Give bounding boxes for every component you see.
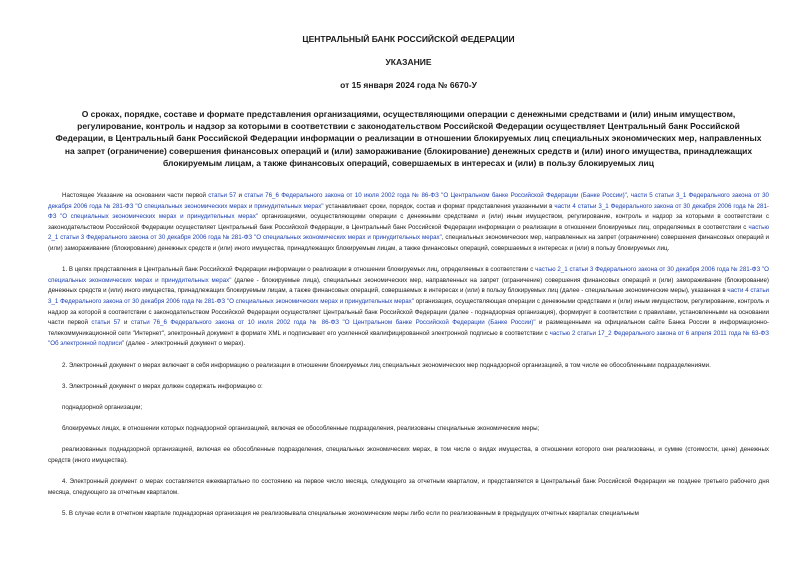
document-kind: УКАЗАНИЕ bbox=[385, 57, 432, 67]
paragraph-3: 3. Электронный документ о мерах должен содержать информацию о: bbox=[62, 382, 263, 390]
link-part-4-article-3-1[interactable]: части 4 статьи 3_1 Федерального закона от 30 декабря 2006 года № 281-ФЗ "О специальных экономических мерах и принудительных мерах" bbox=[48, 202, 769, 221]
link-part-4-article-3-1[interactable]: части 4 статьи 3_1 Федерального закона от 30 декабря 2006 года № 281-ФЗ "О специальных экономических мерах и принудительных мерах" bbox=[48, 287, 769, 305]
paragraph-5: 5. В случае если в отчетном квартале поднадзорная организация не реализовывала специальные экономические меры либо если по реализованным в предыдущих отчетных кварталах специальным bbox=[62, 509, 639, 517]
issuer-heading: ЦЕНТРАЛЬНЫЙ БАНК РОССИЙСКОЙ ФЕДЕРАЦИИ bbox=[302, 34, 515, 44]
paragraph-3-item-b: блокируемых лицах, в отношении которых поднадзорной организацией, включая ее обособленные подразделения, реализованы специальные экономические меры; bbox=[62, 425, 540, 433]
paragraph-3-item-c: реализованных поднадзорной организацией, включая ее обособленные подразделения, специальных экономических мерах, в том числе о видах имущества, в отношении которого они реализованы, и сумме (стоимости, цене) денежных средств (иного имущества). bbox=[48, 446, 769, 464]
paragraph-4: 4. Электронный документ о мерах составляется ежеквартально по состоянию на первое число месяца, следующего за отчетным кварталом, и представляется в Центральный банк Российской Федерации не позднее третьего рабочего дня месяца, следующего за отчетным кварталом. bbox=[48, 478, 769, 496]
paragraph-2: 2. Электронный документ о мерах включает в себя информацию о реализации в отношении блокируемых лиц специальных экономических мер поднадзорной организацией, в том числе ее обособленными подразделениями. bbox=[62, 361, 711, 369]
link-article-57[interactable]: статьи 57 bbox=[208, 192, 237, 200]
link-article-76-6[interactable]: статьи 76_6 Федерального закона от 10 июля 2002 года № 86-ФЗ "О Центральном банке Российской Федерации (Банке России)" bbox=[244, 192, 627, 200]
intro-paragraph: Настоящее Указание на основании части первой статьи 57 и статьи 76_6 Федерального закона от 10 июля 2002 года № 86-ФЗ "О Центральном банке Российской Федерации (Банке России)", части 5 статьи 3_1 Федерального закона от 30 декабря 2006 года № 281-ФЗ "О специальных экономических мерах и принудительных мерах" устанавливает сроки, порядок, состав и формат представления указанными в части 4 статьи 3_1 Федерального закона от 30 декабря 2006 года № 281-ФЗ "О специальных экономических мерах и принудительных мерах" организациями, осуществляющими операции с денежными средствами и (или) иным имуществом, регулирование, контроль и надзор за которыми в соответствии с законодательством Российской Федерации осуществляет Центральный банк Российской Федерации, в Центральный банк Российской Федерации информации о реализации в отношении блокируемых лиц, определяемых в соответствии с частью 2_1 статьи 3 Федерального закона от 30 декабря 2006 года № 281-ФЗ "О специальных экономических мерах и принудительных мерах", специальных экономических мер, направленных на запрет (ограничение) совершения финансовых операций и (или) замораживание (блокирование) денежных средств и (или) иного имущества, принадлежащих блокируемым лицам, а также финансовых операций, совершаемых в интересах и (или) в пользу блокируемых лиц. bbox=[48, 192, 769, 252]
document-body bbox=[48, 191, 769, 519]
paragraph-1: 1. В целях представления в Центральный банк Российской Федерации информации о реализации в отношении блокируемых лиц, определяемых в соответствии с частью 2_1 статьи 3 Федерального закона от 30 декабря 2006 года № 281-ФЗ "О специальных экономических мерах и принудительных мерах" (далее - блокируемые лица), специальных экономических мер, направленных на запрет (ограничение) совершения финансовых операций и (или) замораживание (блокирование) денежных средств и (или) иного имущества, принадлежащих блокируемым лицам, а также финансовых операций, совершаемых в интересах и (или) в пользу блокируемых лиц (далее - специальные экономические меры), указанная в части 4 статьи 3_1 Федерального закона от 30 декабря 2006 года № 281-ФЗ "О специальных экономических мерах и принудительных мерах" организация, осуществляющая операции с денежными средствами и (или) иным имуществом, регулирование, контроль и надзор за которой в соответствии с законодательством Российской Федерации осуществляет Центральный банк Российской Федерации (далее - поднадзорная организация), формирует в соответствии с правилами, установленными на основании части первой статьи 57 и статьи 76_6 Федерального закона от 10 июля 2002 года № 86-ФЗ "О Центральном банке Российской Федерации (Банке России)" и размещенными на официальном сайте Банка России в информационно-телекоммуникационной сети "Интернет", электронный документ в формате XML и подписывает его усиленной квалифицированной электронной подписью в соответствии с частью 2 статьи 17_2 Федерального закона от 6 апреля 2011 года № 63-ФЗ "Об электронной подписи" (далее - электронный документ о мерах). bbox=[48, 266, 769, 348]
document-title: О сроках, порядке, составе и формате представления организациями, осуществляющими операции с денежными средствами и (или) иным имуществом, регулирование, контроль и надзор за которыми в соответствии с законодательством Российской Федерации осуществляет Центральный банк Российской Федерации, в Центральный банк Российской Федерации информации о реализации в отношении блокируемых лиц специальных экономических мер, направленных на запрет (ограничение) совершения финансовых операций и (или) замораживание (блокирование) денежных средств и (или) иного имущества, принадлежащих блокируемым лицам, а также финансовых операций, совершаемых в интересах и (или) в пользу блокируемых лиц bbox=[55, 109, 762, 168]
link-article-57[interactable]: статьи 57 bbox=[91, 319, 121, 327]
paragraph-3-item-a: поднадзорной организации; bbox=[62, 403, 143, 411]
link-part-2-1-article-3[interactable]: частью 2_1 статьи 3 Федерального закона от 30 декабря 2006 года № 281-ФЗ "О специальных экономических мерах и принудительных мерах" bbox=[48, 266, 769, 284]
link-part-5-article-3-1[interactable]: части 5 статьи 3_1 Федерального закона от 30 декабря 2006 года № 281-ФЗ "О специальных экономических мерах и принудительных мерах" bbox=[48, 192, 769, 210]
link-part-2-article-17-2[interactable]: частью 2 статьи 17_2 Федерального закона от 6 апреля 2011 года № 63-ФЗ "Об электронной подписи" bbox=[48, 329, 769, 348]
link-article-76-6[interactable]: статьи 76_6 Федерального закона от 10 июля 2002 года № 86-ФЗ "О Центральном банке Российской Федерации (Банке России)" bbox=[130, 319, 536, 327]
document-date: от 15 января 2024 года № 6670-У bbox=[340, 80, 477, 90]
link-part-2-1-article-3[interactable]: частью 2_1 статьи 3 Федерального закона от 30 декабря 2006 года № 281-ФЗ "О специальных экономических мерах и принудительных мерах" bbox=[48, 223, 769, 242]
